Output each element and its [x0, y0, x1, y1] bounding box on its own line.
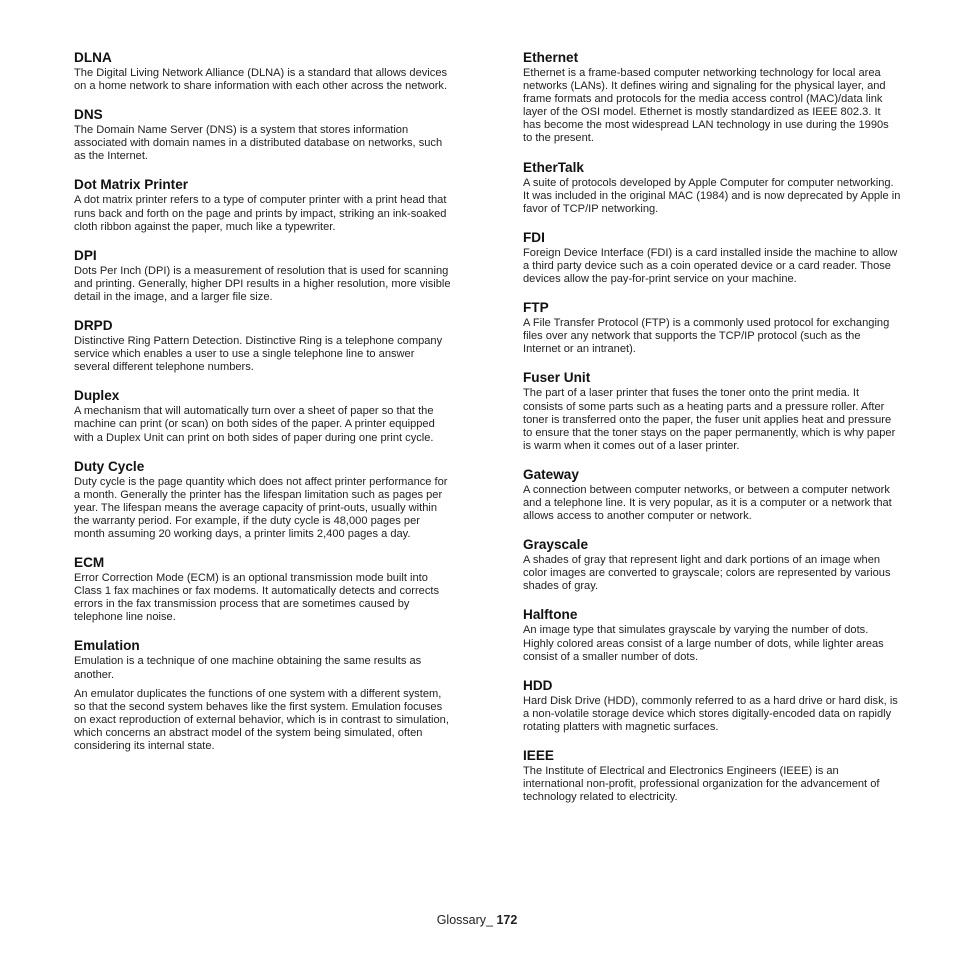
- glossary-entry: [74, 318, 452, 374]
- glossary-entry: [523, 300, 901, 356]
- glossary-term: Dot Matrix Printer: [74, 177, 189, 193]
- glossary-term: FDI: [523, 229, 545, 245]
- glossary-entry: [74, 248, 452, 304]
- glossary-definition: Error Correction Mode (ECM) is an optional transmission mode built into Class 1 fax machines or fax modems. It automatically detects and corrects errors in the fax transmission process that are sometimes caused by telephone line noise.: [74, 572, 440, 624]
- glossary-definition: A mechanism that will automatically turn over a sheet of paper so that the machine can print (or scan) on both sides of the paper. A printer equipped with a Duplex Unit can print on both sides of paper during one print cycle.: [74, 405, 435, 444]
- glossary-definition: The Digital Living Network Alliance (DLNA) is a standard that allows devices on a home network to share information with each other across the network.: [74, 67, 448, 93]
- glossary-definition: Distinctive Ring Pattern Detection. Distinctive Ring is a telephone company service which enables a user to use a single telephone line to answer several different telephone numbers.: [74, 335, 443, 374]
- glossary-term: Ethernet: [523, 50, 579, 65]
- glossary-term: Duplex: [74, 388, 120, 404]
- glossary-term: FTP: [523, 300, 549, 316]
- glossary-left-column: [74, 50, 452, 767]
- glossary-definition: A dot matrix printer refers to a type of computer printer with a print head that runs back and forth on the page and prints by impact, striking an ink-soaked cloth ribbon against the paper, much like a typewriter.: [74, 194, 447, 233]
- glossary-definition: Emulation is a technique of one machine obtaining the same results as another.: [74, 655, 422, 681]
- glossary-entry: [523, 467, 901, 523]
- glossary-term: Halftone: [523, 607, 578, 623]
- glossary-entry: [74, 107, 452, 163]
- glossary-term: DNS: [74, 107, 103, 123]
- glossary-entry: [74, 459, 452, 541]
- glossary-definition: A connection between computer networks, or between a computer network and a telephone line. It is very popular, as it is a computer or a network that allows access to another computer or network.: [523, 483, 892, 523]
- glossary-term: ECM: [74, 555, 105, 571]
- glossary-term: HDD: [523, 677, 553, 693]
- glossary-term: Gateway: [523, 466, 579, 482]
- glossary-definition: A suite of protocols developed by Apple Computer for computer networking. It was included in the original MAC (1984) and is now deprecated by Apple in favor of TCP/IP networking.: [523, 176, 901, 215]
- glossary-definition: A File Transfer Protocol (FTP) is a commonly used protocol for exchanging files over any network that supports the TCP/IP protocol (such as the Internet or an intranet).: [523, 317, 890, 356]
- glossary-definition: Hard Disk Drive (HDD), commonly referred to as a hard drive or hard disk, is a non-volatile storage device which stores digitally-encoded data on rapidly rotating platters with magnetic surfaces.: [523, 694, 898, 733]
- glossary-definition: An image type that simulates grayscale by varying the number of dots. Highly colored areas consist of a large number of dots, while lighter areas consist of a smaller number of dots.: [523, 624, 884, 663]
- glossary-term: EtherTalk: [523, 159, 584, 175]
- glossary-definition: The Institute of Electrical and Electronics Engineers (IEEE) is an international non-profit, professional organization for the advancement of technology related to electricity.: [523, 765, 880, 804]
- glossary-entry: [74, 638, 452, 753]
- glossary-term: Emulation: [74, 638, 140, 654]
- glossary-definition: The part of a laser printer that fuses the toner onto the print media. It consists of some parts such as a heating parts and a pressure roller. After toner is transferred onto the paper, the fuser unit applies heat and pressure to ensure that the toner stays on the paper permanently, which is why paper is warm when it comes out of a laser printer.: [523, 387, 896, 452]
- glossary-entry: [523, 50, 901, 146]
- page-footer: [0, 913, 954, 927]
- footer-section: Glossary_: [436, 913, 497, 927]
- glossary-entry: [523, 537, 901, 593]
- glossary-entry: [74, 177, 452, 233]
- glossary-entry: [523, 370, 901, 452]
- page-number: 172: [496, 913, 518, 927]
- glossary-definition: An emulator duplicates the functions of one system with a different system, so that the second system behaves like the first system. Emulation focuses on exact reproduction of external behavior, which is in contrast to simulation, which concerns an abstract model of the system being simulated, often considering its internal state.: [74, 687, 449, 752]
- glossary-term: Grayscale: [523, 537, 589, 553]
- glossary-definition: Dots Per Inch (DPI) is a measurement of resolution that is used for scanning and printing. Generally, higher DPI results in a higher resolution, more visible detail in the image, and a larger file size.: [74, 264, 451, 303]
- glossary-entry: [523, 607, 901, 663]
- glossary-definition: The Domain Name Server (DNS) is a system that stores information associated with domain names in a distributed database on networks, such as the Internet.: [74, 124, 443, 163]
- glossary-entry: [523, 160, 901, 216]
- glossary-term: DRPD: [74, 318, 113, 334]
- glossary-term: DPI: [74, 247, 97, 263]
- glossary-definition: Duty cycle is the page quantity which does not affect printer performance for a month. Generally the printer has the lifespan limitation such as pages per year. The lifespan means the average capacity of print-outs, usually within the warranty period. For example, if the duty cycle is 48,000 pages per month assuming 20 working days, a printer limits 2,400 pages a day.: [74, 475, 448, 540]
- glossary-entry: [74, 50, 452, 93]
- glossary-entry: [523, 230, 901, 286]
- glossary-definition: Foreign Device Interface (FDI) is a card installed inside the machine to allow a third party device such as a coin operated device or a card reader. Those devices allow the pay-for-print service on your machine.: [523, 246, 898, 286]
- glossary-term: Duty Cycle: [74, 458, 145, 474]
- glossary-entry: [74, 555, 452, 624]
- glossary-definition: A shades of gray that represent light and dark portions of an image when color images are converted to grayscale; colors are represented by various shades of gray.: [523, 554, 891, 593]
- glossary-entry: [74, 388, 452, 444]
- glossary-definition: Ethernet is a frame-based computer networking technology for local area networks (LANs). It defines wiring and signaling for the physical layer, and frame formats and protocols for the media access control (MAC)/data link layer of the OSI model. Ethernet is mostly standardized as IEEE 802.3. It has become the most widespread LAN technology in use during the 1990s to the present.: [523, 67, 889, 145]
- glossary-term: IEEE: [523, 748, 554, 763]
- glossary-entry: [523, 678, 901, 734]
- glossary-term: Fuser Unit: [523, 370, 591, 386]
- glossary-right-column: [523, 50, 901, 818]
- glossary-entry: [523, 748, 901, 804]
- glossary-term: DLNA: [74, 50, 112, 65]
